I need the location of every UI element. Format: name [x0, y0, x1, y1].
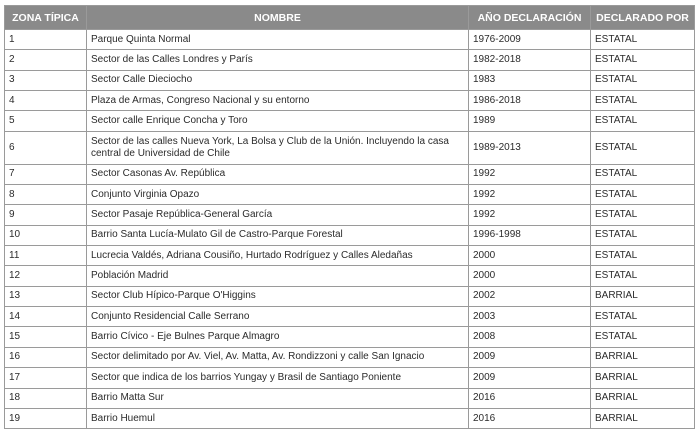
table-row	[5, 327, 695, 347]
cell-declarado-por: BARRIAL	[591, 347, 695, 367]
cell-zona: 2	[5, 50, 87, 70]
table-row	[5, 185, 695, 205]
header-zona-tipica: ZONA TÍPICA	[5, 6, 87, 30]
cell-declarado-por: ESTATAL	[591, 70, 695, 90]
header-row	[5, 6, 695, 30]
cell-anio: 2003	[469, 307, 591, 327]
cell-nombre: Conjunto Residencial Calle Serrano	[87, 307, 469, 327]
cell-nombre: Sector Pasaje República-General García	[87, 205, 469, 225]
table-row	[5, 307, 695, 327]
cell-declarado-por: ESTATAL	[591, 91, 695, 111]
table-row	[5, 164, 695, 184]
cell-anio: 1992	[469, 185, 591, 205]
cell-declarado-por: BARRIAL	[591, 408, 695, 428]
cell-anio: 2009	[469, 368, 591, 388]
table-row	[5, 347, 695, 367]
cell-zona: 8	[5, 185, 87, 205]
table-row	[5, 131, 695, 164]
cell-nombre: Parque Quinta Normal	[87, 30, 469, 50]
cell-zona: 15	[5, 327, 87, 347]
cell-zona: 6	[5, 131, 87, 164]
cell-declarado-por: ESTATAL	[591, 327, 695, 347]
cell-declarado-por: ESTATAL	[591, 225, 695, 245]
cell-anio: 1992	[469, 164, 591, 184]
cell-nombre: Sector Club Hípico-Parque O'Higgins	[87, 286, 469, 306]
cell-anio: 1989-2013	[469, 131, 591, 164]
cell-zona: 3	[5, 70, 87, 90]
cell-nombre: Sector Casonas Av. República	[87, 164, 469, 184]
table-row	[5, 30, 695, 50]
cell-anio: 1992	[469, 205, 591, 225]
cell-nombre: Sector calle Enrique Concha y Toro	[87, 111, 469, 131]
table-row	[5, 111, 695, 131]
cell-anio: 1996-1998	[469, 225, 591, 245]
table-row	[5, 205, 695, 225]
cell-zona: 17	[5, 368, 87, 388]
table-row	[5, 408, 695, 428]
cell-declarado-por: ESTATAL	[591, 205, 695, 225]
cell-zona: 5	[5, 111, 87, 131]
cell-declarado-por: BARRIAL	[591, 388, 695, 408]
cell-zona: 19	[5, 408, 87, 428]
header-anio-declaracion: AÑO DECLARACIÓN	[469, 6, 591, 30]
table-row	[5, 368, 695, 388]
table-row	[5, 70, 695, 90]
cell-anio: 2016	[469, 408, 591, 428]
cell-zona: 9	[5, 205, 87, 225]
zonas-tipicas-table	[4, 5, 695, 429]
cell-nombre: Conjunto Virginia Opazo	[87, 185, 469, 205]
table-row	[5, 266, 695, 286]
cell-declarado-por: ESTATAL	[591, 307, 695, 327]
header-nombre: NOMBRE	[87, 6, 469, 30]
cell-zona: 7	[5, 164, 87, 184]
cell-zona: 11	[5, 246, 87, 266]
cell-zona: 10	[5, 225, 87, 245]
cell-nombre: Barrio Santa Lucía-Mulato Gil de Castro-Parque Forestal	[87, 225, 469, 245]
cell-zona: 18	[5, 388, 87, 408]
cell-anio: 1976-2009	[469, 30, 591, 50]
cell-nombre: Barrio Matta Sur	[87, 388, 469, 408]
table-header	[5, 6, 695, 30]
cell-zona: 4	[5, 91, 87, 111]
table-row	[5, 225, 695, 245]
cell-zona: 12	[5, 266, 87, 286]
cell-anio: 2002	[469, 286, 591, 306]
table-row	[5, 50, 695, 70]
cell-nombre: Sector de las Calles Londres y París	[87, 50, 469, 70]
cell-nombre: Lucrecia Valdés, Adriana Cousiño, Hurtado Rodríguez y Calles Aledañas	[87, 246, 469, 266]
cell-anio: 1986-2018	[469, 91, 591, 111]
cell-nombre: Sector de las calles Nueva York, La Bolsa y Club de la Unión. Incluyendo la casa central de Universidad de Chile	[87, 131, 469, 164]
cell-anio: 2016	[469, 388, 591, 408]
cell-declarado-por: ESTATAL	[591, 111, 695, 131]
cell-zona: 16	[5, 347, 87, 367]
header-declarado-por: DECLARADO POR	[591, 6, 695, 30]
cell-anio: 2000	[469, 266, 591, 286]
cell-anio: 1982-2018	[469, 50, 591, 70]
table-row	[5, 91, 695, 111]
cell-declarado-por: ESTATAL	[591, 30, 695, 50]
cell-declarado-por: ESTATAL	[591, 131, 695, 164]
cell-zona: 14	[5, 307, 87, 327]
cell-nombre: Barrio Huemul	[87, 408, 469, 428]
table-row	[5, 286, 695, 306]
cell-anio: 2009	[469, 347, 591, 367]
cell-nombre: Sector Calle Dieciocho	[87, 70, 469, 90]
cell-anio: 1989	[469, 111, 591, 131]
cell-nombre: Sector delimitado por Av. Viel, Av. Matta, Av. Rondizzoni y calle San Ignacio	[87, 347, 469, 367]
cell-nombre: Plaza de Armas, Congreso Nacional y su entorno	[87, 91, 469, 111]
cell-nombre: Barrio Cívico - Eje Bulnes Parque Almagro	[87, 327, 469, 347]
cell-zona: 1	[5, 30, 87, 50]
cell-nombre: Población Madrid	[87, 266, 469, 286]
cell-nombre: Sector que indica de los barrios Yungay y Brasil de Santiago Poniente	[87, 368, 469, 388]
cell-declarado-por: ESTATAL	[591, 266, 695, 286]
cell-anio: 1983	[469, 70, 591, 90]
table-row	[5, 246, 695, 266]
cell-declarado-por: ESTATAL	[591, 185, 695, 205]
cell-anio: 2008	[469, 327, 591, 347]
cell-anio: 2000	[469, 246, 591, 266]
table-row	[5, 388, 695, 408]
cell-declarado-por: BARRIAL	[591, 286, 695, 306]
cell-zona: 13	[5, 286, 87, 306]
cell-declarado-por: ESTATAL	[591, 164, 695, 184]
cell-declarado-por: ESTATAL	[591, 246, 695, 266]
cell-declarado-por: BARRIAL	[591, 368, 695, 388]
table-body	[5, 30, 695, 429]
cell-declarado-por: ESTATAL	[591, 50, 695, 70]
